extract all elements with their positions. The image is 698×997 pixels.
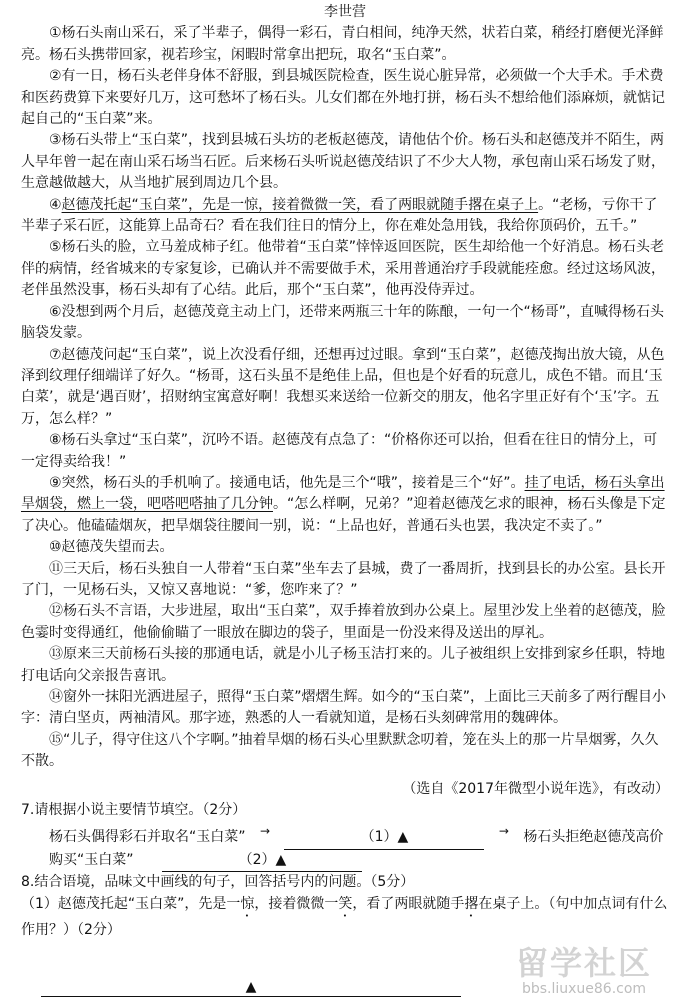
paragraph-2: ②有一日，杨石头老伴身体不舒服，到县城医院检查，医生说心脏异常，必须做一个大手术。手术费和医药费算下来要好几万，这可愁坏了杨石头。儿女们都在外地打拼，杨石头不想给他们添麻烦，就惦记起自己的“玉白菜”来。 xyxy=(21,68,665,128)
paragraph-10: ⑩赵德茂失望而去。 xyxy=(49,539,174,556)
watermark-logo xyxy=(499,945,669,997)
paragraph-text: 。“怎么样啊，兄弟？”迎着赵德茂乞求的眼神，杨石头像是下定了决心。他磕磕烟灰，把旱烟袋往腰间一别，说：“上品也好，普通石头也罢，我决定不卖了。” xyxy=(21,496,666,534)
paragraph-11: ⑪三天后，杨石头独自一人带着“玉白菜”坐车去了县城，费了一番周折，找到县长的办公室。县长开了门，一见杨石头，又惊又喜地说：“爹，您咋来了？” xyxy=(21,560,666,598)
plot-start: 杨石头偶得彩石并取名“玉白菜” xyxy=(49,829,246,846)
paragraph-text: 。“老杨，亏你干了半辈子采石匠，这能算上品奇石？看在我们往日的情分上，你在难处急用钱，我给你顶码价，五千。” xyxy=(21,196,658,235)
underlined-sentence-2: 挂了电话，杨石头拿出旱烟袋，燃上一袋，吧嗒吧嗒抽了几分钟 xyxy=(21,474,665,513)
para-number: ④ xyxy=(49,196,62,213)
underlined-sentence-1: 赵德茂托起“玉白菜”，先是一惊，接着微微一笑，看了两眼就随手撂在桌子上 xyxy=(61,196,539,213)
answer-blank-2[interactable]: （2）▲ xyxy=(162,850,362,872)
paragraph-12: ⑫杨石头不言语，大步进屋，取出“玉白菜”，双手捧着放到办公桌上。屋里沙发上坐着的赵德茂，脸色霎时变得通红，他偷偷瞄了一眼放在脚边的袋子，里面是一份没来得及送出的厚礼。 xyxy=(21,603,666,641)
watermark-url: bbs.liuxue86.com xyxy=(521,981,647,997)
author-name: 李世营 xyxy=(324,4,366,20)
paragraph-7: ⑦赵德茂问起“玉白菜”，说上次没看仔细，还想再过过眼。拿到“玉白菜”，赵德茂掏出放大镜，从色泽到纹理仔细端详了好久。“杨哥，这石头虽不是绝佳上品，但也是个好看的玩意儿，成色不错。而且‘玉白菜’，就是‘遇百财’，招财纳宝寓意好啊！我想买来送给一位新交的朋友，他名字里正好有个‘玉’字。五万，怎么样？” xyxy=(21,346,665,427)
paragraph-15: ⑮“儿子，得守住这八个字啊。”抽着旱烟的杨石头心里默默念叨着，笼在头上的那一片旱烟雾，久久不散。 xyxy=(21,731,659,770)
question-text: 在桌子上。（句中加点词有什么作用？）（2分） xyxy=(21,895,668,938)
paragraph-1: ①杨石头南山采石，采了半辈子，偶得一彩石，青白相间，纯净天然，状若白菜，稍经打磨便光泽鲜亮。杨石头携带回家，视若珍宝，闲暇时常拿出把玩，取名“玉白菜”。 xyxy=(21,25,664,63)
paragraph-5: ⑤杨石头的脸，立马羞成柿子红。他带着“玉白菜”悻悻返回医院，医生却给他一个好消息。杨石头老伴的病情，经省城来的专家复诊，已确认并不需要做手术，采用普通治疗手段就能痊愈。经过这场风波，老伴虽然没事，杨石头却有了心结。此后，那个“玉白菜”，他再没侍弄过。 xyxy=(21,239,665,299)
paragraph-4 xyxy=(21,195,669,238)
watermark-text: 留学社区 xyxy=(515,944,652,983)
arrow-icon: → xyxy=(259,824,270,839)
question-text: ，接着微微一 xyxy=(254,895,339,912)
question-8-title: 8.结合语境，品味文中画线的句子，回答括号内的问题。（5分） xyxy=(21,874,415,891)
source-citation: （选自《2017年微型小说年选》，有改动） xyxy=(402,780,669,797)
paragraph-text: ⑨突然，杨石头的手机响了。接通电话，他先是三个“哦”，接着是三个“好”。 xyxy=(49,474,525,491)
paragraph-13: ⑬原来三天前杨石头接的那通电话，就是小儿子杨玉洁打来的。儿子被组织上安排到家乡任职，特地打电话向父亲报告喜讯。 xyxy=(21,646,665,684)
paragraph-6: ⑥没想到两个月后，赵德茂竟主动上门，还带来两瓶三十年的陈酿，一句一个“杨哥”，直喊得杨石头脑袋发蒙。 xyxy=(21,303,665,342)
dotted-word: 笑 xyxy=(338,895,353,912)
dotted-word: 惊 xyxy=(240,895,255,912)
paragraph-8: ⑧杨石头拿过“玉白菜”，沉吟不语。赵德茂有点急了：“价格你还可以抬，但看在往日的情分上，可一定得卖给我！” xyxy=(21,432,658,470)
question-text: ，看了两眼就随手 xyxy=(352,895,465,912)
question-7-flow xyxy=(21,821,669,872)
paragraph-14: ⑭窗外一抹阳光洒进屋子，照得“玉白菜”熠熠生辉。如今的“玉白菜”，上面比三天前多了两行醒目小字：清白坚贞，两袖清风。那字迹，熟悉的人一看就知道，是杨石头刻碑常用的魏碑体。 xyxy=(21,689,667,727)
question-7-title: 7.请根据小说主要情节填空。（2分） xyxy=(21,802,247,819)
exam-document xyxy=(21,0,669,997)
answer-line[interactable]: ▲ xyxy=(41,978,461,997)
answer-blank-1[interactable]: （1）▲ xyxy=(284,827,484,849)
plot-middle: 杨石头拒绝赵德茂高价购买“玉白菜” xyxy=(49,829,664,868)
question-text: （1）赵德茂托起“玉白菜”，先是一 xyxy=(21,895,241,912)
answer-row xyxy=(21,945,669,997)
question-8-part-1 xyxy=(21,894,669,941)
paragraph-3: ③杨石头带上“玉白菜”，找到县城石头坊的老板赵德茂，请他估个价。杨石头和赵德茂并不陌生，两人早年曾一起在南山采石场当石匠。后来杨石头听说赵德茂结识了不少大人物，承包南山采石场发了财，生意越做越大，从当地扩展到周边几个县。 xyxy=(21,132,665,192)
paragraph-9 xyxy=(21,473,669,537)
arrow-icon: → xyxy=(498,824,509,839)
dotted-word: 撂 xyxy=(464,895,479,912)
